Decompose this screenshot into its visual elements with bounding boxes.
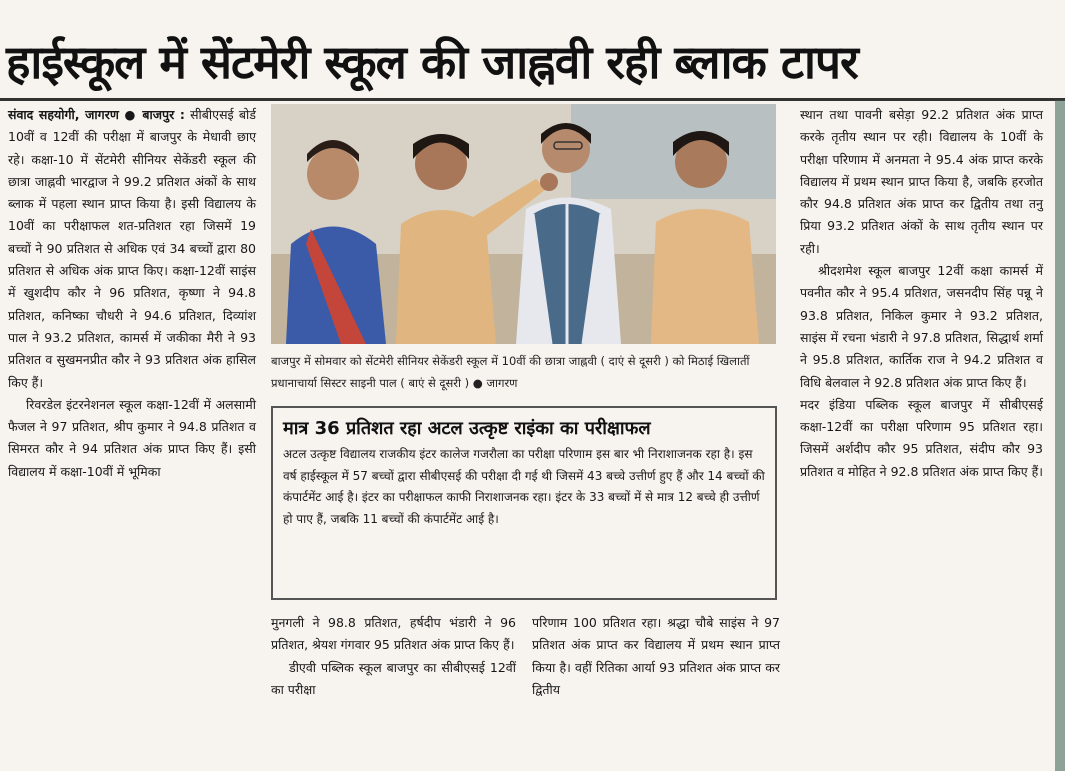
photo-caption: बाजपुर में सोमवार को सेंटमेरी सीनियर सेकेंडरी स्कूल में 10वीं की छात्रा जाह्नवी ( दाएं से दूसरी ) को मिठाई खिलातीं प्रधानाचार्या सिस्टर साइनी पाल ( बाएं से दूसरी ) ● जागरण	[271, 354, 750, 390]
news-photo	[271, 104, 776, 344]
article-column-right	[800, 104, 1043, 744]
paragraph: डीएवी पब्लिक स्कूल बाजपुर का सीबीएसई 12वीं का परीक्षा	[271, 659, 516, 697]
boxed-story	[271, 406, 777, 600]
headline-rule	[0, 98, 1065, 101]
paragraph: स्थान तथा पावनी बसेड़ा 92.2 प्रतिशत अंक प्राप्त करके तृतीय स्थान पर रही। विद्यालय के 10वीं के परीक्षा परिणाम में अनमता ने 95.4 अंक प्राप्त करके विद्यालय में प्रथम स्थान प्राप्त किया है, जबकि हरजोत कौर 94.8 प्रतिशत अंक प्राप्त कर द्वितीय तथा तनु प्रिया 93.2 प्रतिशत अंकों के साथ तृतीय स्थान पर रही।	[800, 107, 1043, 256]
paragraph: सीबीएसई बोर्ड 10वीं व 12वीं की परीक्षा में बाजपुर के मेधावी छाए रहे। कक्षा-10 में सेंटमेरी सीनियर सेकेंडरी स्कूल की छात्रा जाह्नवी भारद्वाज ने 99.2 प्रतिशत अंकों के साथ ब्लाक में पहला स्थान प्राप्त किया है। इसी विद्यालय के 10वीं का परीक्षाफल शत-प्रतिशत रहा जिसमें 19 बच्चों ने 90 प्रतिशत से अधिक एवं 34 बच्चों द्वारा 80 प्रतिशत से अधिक अंक प्राप्त किए। कक्षा-12वीं साइंस में खुशदीप कौर ने 96 प्रतिशत, कृष्णा ने 94.8 प्रतिशत, कनिष्का चौधरी ने 94.6 प्रतिशत, दिव्यांश पाल ने 93.2 प्रतिशत, कामर्स में जकीका मैरी ने 93 प्रतिशत व सुखमनप्रीत कौर ने 93 प्रतिशत अंक हासिल किए हैं।	[8, 107, 256, 390]
paragraph: रिवरडेल इंटरनेशनल स्कूल कक्षा-12वीं में अलसामी फैजल ने 97 प्रतिशत, श्रीप कुमार ने 94.8 प्रतिशत व सिमरत कौर ने 94 प्रतिशत अंक प्राप्त किए हैं। इसी विद्यालय में कक्षा-10वीं में भूमिका	[8, 396, 256, 479]
edge-strip	[1055, 100, 1065, 771]
paragraph: परिणाम 100 प्रतिशत रहा। श्रद्धा चौबे साइंस ने 97 प्रतिशत अंक प्राप्त कर विद्यालय में प्रथम स्थान प्राप्त किया है। वहीं रितिका आर्या 93 प्रतिशत अंक प्राप्त कर द्वितीय	[532, 615, 780, 697]
photo-illustration	[271, 104, 776, 344]
article-column-mid-a	[271, 612, 516, 701]
article-column-left	[8, 104, 256, 744]
paragraph: श्रीदशमेश स्कूल बाजपुर 12वीं कक्षा कामर्स में पवनीत कौर ने 95.4 प्रतिशत, जसनदीप सिंह पन्नू ने 93.8 प्रतिशत, निकिल कुमार ने 93.2 प्रतिशत, साइंस में रचना भंडारी ने 97.8 प्रतिशत, सिद्धार्थ शर्मा ने 95.8 प्रतिशत, कार्तिक राज ने 94.2 प्रतिशत व विधि बेलवाल ने 92.8 प्रतिशत अंक प्राप्त किए हैं।	[800, 263, 1043, 390]
headline: हाईस्कूल में सेंटमेरी स्कूल की जाह्नवी रही ब्लाक टापर	[6, 35, 858, 89]
boxed-story-title: मात्र 36 प्रतिशत रहा अटल उत्कृष्ट राइंका का परीक्षाफल	[283, 418, 651, 439]
byline: संवाद सहयोगी, जागरण ● बाजपुर :	[8, 107, 185, 122]
article-column-mid-b	[532, 612, 780, 701]
paragraph: मदर इंडिया पब्लिक स्कूल बाजपुर में सीबीएसई कक्षा-12वीं का परीक्षा परिणाम 95 प्रतिशत रहा। जिसमें अर्शदीप कौर 95 प्रतिशत, संदीप कौर 93 प्रतिशत व मोहित ने 92.8 प्रतिशत अंक प्राप्त किए हैं।	[800, 396, 1043, 479]
paragraph: मुनगली ने 98.8 प्रतिशत, हर्षदीप भंडारी ने 96 प्रतिशत, श्रेयश गंगवार 95 प्रतिशत अंक प्राप्त किए हैं।	[271, 615, 516, 653]
boxed-story-text: अटल उत्कृष्ट विद्यालय राजकीय इंटर कालेज गजरौला का परीक्षा परिणाम इस बार भी निराशाजनक रहा है। इस वर्ष हाईस्कूल में 57 बच्चों द्वारा सीबीएसई की परीक्षा दी गई थी जिसमें 43 बच्चे उत्तीर्ण हुए हैं और 14 बच्चों की कंपार्टमेंट आई है। इंटर का परीक्षाफल काफी निराशाजनक रहा। इंटर के 33 बच्चों में से मात्र 12 बच्चे ही उत्तीर्ण हो पाए हैं, जबकि 11 बच्चों की कंपार्टमेंट आई है।	[283, 447, 765, 526]
